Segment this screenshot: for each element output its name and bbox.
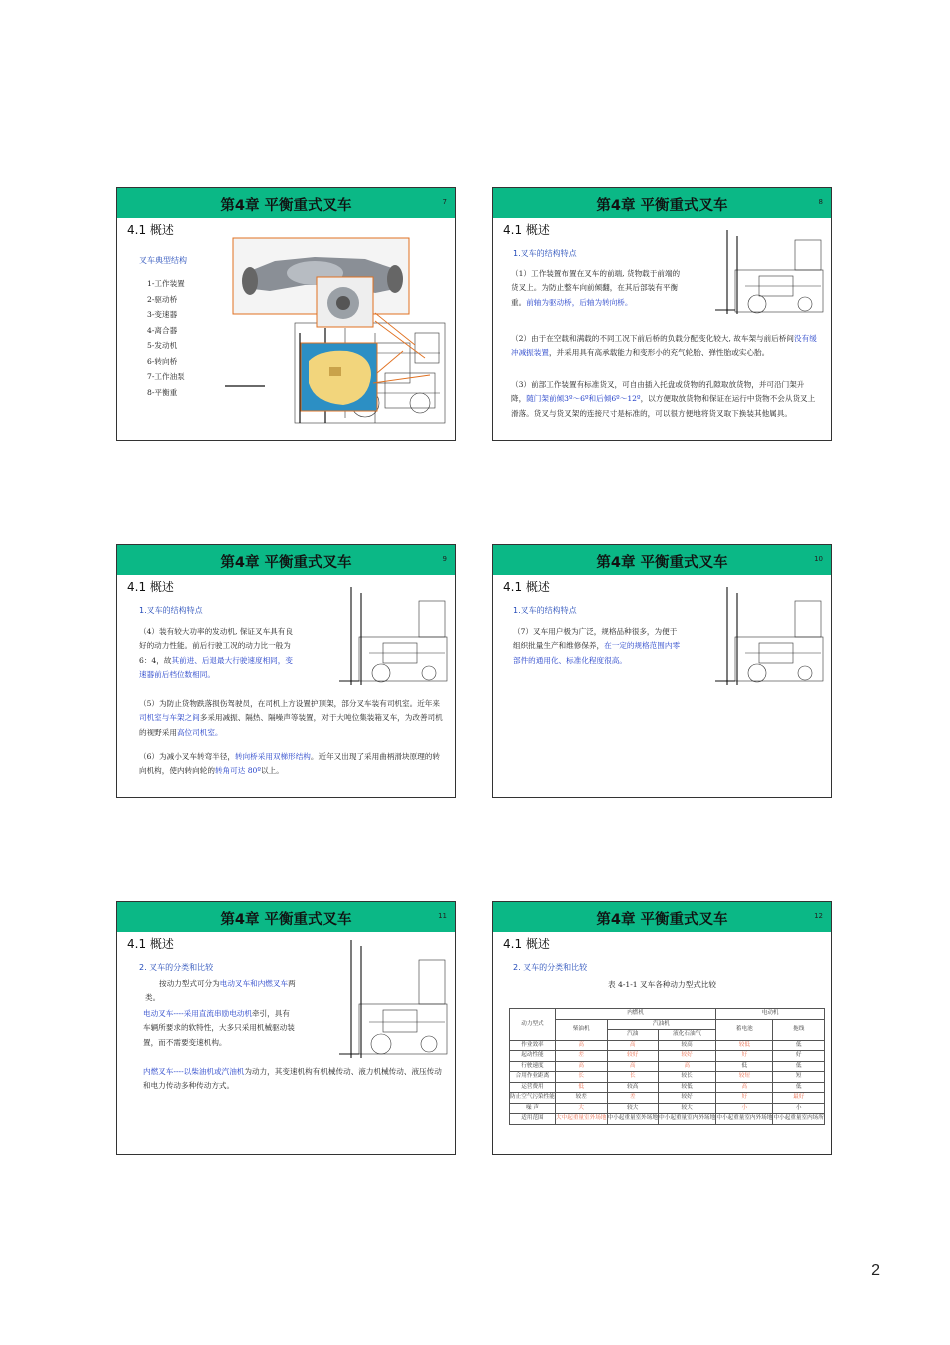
- forklift-drawing: [715, 230, 827, 316]
- section-title: 4.1 概述: [127, 937, 174, 951]
- paragraph-1: （1）工作装置布置在叉车的前端, 货物载于前端的货叉上。为防止整车向前倾翻，在其后部装有平衡重。前轴为驱动桥，后轴为转向桥。: [511, 269, 681, 307]
- slide-header: [117, 545, 455, 575]
- slide-9: [116, 544, 456, 798]
- paragraph-combustion: 内燃叉车----以柴油机或汽油机为动力，其变速机构有机械传动、液力机械传动、液压传动和电力传动多种传动方式。: [143, 1067, 442, 1091]
- part-item: 7-工作油泵: [147, 372, 185, 381]
- part-item: 4-离合器: [147, 325, 178, 335]
- slide-number: 12: [814, 912, 823, 920]
- slide-title: 第4章 平衡重式叉车: [596, 198, 728, 214]
- paragraph-5: （5）为防止货物跌落损伤驾驶员，在司机上方设置护顶架，部分叉车装有司机室。近年来司机室与车架之间多采用减振、隔热、隔噪声等装置，对于大吨位集装箱叉车，为改善司机的视野采用高位司机室。: [139, 699, 443, 737]
- paragraph-2: （2）由于在空载和满载的不同工况下前后桥的负载分配变化较大, 故车架与前后桥间没有缓冲减振装置，并采用具有高承载能力和变形小的充气轮胎、弹性胎或实心胎。: [511, 334, 817, 358]
- section-title: 4.1 概述: [503, 580, 550, 594]
- table-header-row: [510, 1019, 825, 1030]
- section-title: 4.1 概述: [127, 223, 174, 237]
- table-row: 防止空气污染性能 较差 差 较好 好 最好: [510, 1093, 825, 1104]
- header-cell: 蓄电池: [716, 1019, 773, 1040]
- part-item: 2-驱动桥: [147, 294, 178, 304]
- slide-subtitle: 叉车典型结构: [139, 256, 187, 265]
- section-title: 4.1 概述: [127, 580, 174, 594]
- header-cell: 动力型式: [510, 1009, 556, 1041]
- slide-title: 第4章 平衡重式叉车: [596, 555, 728, 571]
- slide-subtitle: 2. 叉车的分类和比较: [513, 963, 588, 972]
- slide-title: 第4章 平衡重式叉车: [220, 912, 352, 928]
- table-caption: 表 4-1-1 叉车各种动力型式比较: [608, 980, 716, 989]
- slide-title: 第4章 平衡重式叉车: [220, 198, 352, 214]
- slide-header: [117, 188, 455, 218]
- header-cell: 柴油机: [555, 1019, 607, 1040]
- forklift-drawing: [339, 587, 451, 687]
- slide-12: [492, 901, 832, 1155]
- table-row: 噪 声 大 较大 较大 小 小: [510, 1103, 825, 1114]
- slide-8: [492, 187, 832, 441]
- paragraph-7: （7）叉车用户极为广泛，规格品种很多，为便于组织批量生产和维修保养，在一定的规格范围内零部件的通用化、标准化程度很高。: [513, 627, 681, 665]
- table-row: 运营费用 低 较高 较低 高 低: [510, 1082, 825, 1093]
- header-cell: 液化石油气: [659, 1030, 716, 1041]
- slide-subtitle: 1.叉车的结构特点: [139, 606, 203, 615]
- page-number: 2: [871, 1262, 880, 1279]
- part-item: 8-平衡重: [147, 387, 178, 397]
- section-title: 4.1 概述: [503, 937, 550, 951]
- paragraph-6: （6）为减小叉车转弯半径，转向桥采用双梯形结构。近年又出现了采用曲柄滑块原理的转向机构，使内转向轮的转角可达 80º以上。: [139, 752, 440, 776]
- table-row: 合用作业距离 长 长 较长 较短 短: [510, 1072, 825, 1083]
- slide-7: [116, 187, 456, 441]
- forklift-drawing: [339, 940, 451, 1060]
- table-row: 作业效率 高 高 较高 较低 低: [510, 1040, 825, 1051]
- table-header-row: [510, 1009, 825, 1020]
- table-row: 适用范围 大中起重量室外场地 中小起重量室外场地 中小起重量室内外场地 中小起重量室内外场地 中小起重量室内场所: [510, 1114, 825, 1125]
- slide-number: 9: [442, 555, 447, 563]
- header-cell: 电动机: [716, 1009, 825, 1020]
- paragraph-4: （4）装有较大功率的发动机, 保证叉车具有良好的动力性能。前后行驶工况的动力比一般为6：4，故其前进、后退最大行驶速度相同，变速器前后档位数相同。: [139, 627, 293, 679]
- slide-number: 8: [818, 198, 823, 206]
- slide-subtitle: 2. 叉车的分类和比较: [139, 963, 214, 972]
- slide-10: [492, 544, 832, 798]
- slide-number: 11: [438, 912, 447, 920]
- slide-number: 7: [442, 198, 447, 206]
- header-cell: 汽油机: [607, 1019, 716, 1030]
- parts-list: [147, 276, 237, 400]
- slide-title: 第4章 平衡重式叉车: [596, 912, 728, 928]
- forklift-structure-illustration: [225, 233, 451, 438]
- part-item: 6-转向桥: [147, 356, 178, 366]
- slide-header: [493, 188, 831, 218]
- slide-subtitle: 1.叉车的结构特点: [513, 249, 577, 258]
- part-item: 1-工作装置: [147, 279, 185, 288]
- slide-11: [116, 901, 456, 1155]
- header-cell: 拖线: [773, 1019, 825, 1040]
- header-cell: 内燃机: [555, 1009, 715, 1020]
- paragraph-types: 按动力型式可分为电动叉车和内燃叉车两类。: [145, 979, 296, 1003]
- slide-title: 第4章 平衡重式叉车: [220, 555, 352, 571]
- slide-header: [493, 545, 831, 575]
- table-row: 行驶速度 高 高 高 低 低: [510, 1061, 825, 1072]
- slide-header: [493, 902, 831, 932]
- paragraph-3: （3）前部工作装置有标准货叉，可自由插入托盘或货物的孔隙取放货物，并可沿门架升降，随门架前倾3º～6º和后倾6º～12º，以方便取放货物和保证在运行中货物不会从货叉上滑落。货叉与货叉架的连接尺寸是标准的，可以很方便地将货叉取下换装其他属具。: [511, 380, 816, 418]
- section-title: 4.1 概述: [503, 223, 550, 237]
- header-cell: 汽油: [607, 1030, 659, 1041]
- part-item: 5-发动机: [147, 341, 178, 350]
- forklift-drawing: [715, 587, 827, 687]
- slide-number: 10: [814, 555, 823, 563]
- paragraph-electric: 电动叉车----采用直流串励电动机牵引，具有车辆所要求的软特性，大多只采用机械驱动装置，而不需要变速机构。: [143, 1009, 295, 1047]
- power-comparison-table: [509, 1008, 825, 1125]
- slide-subtitle: 1.叉车的结构特点: [513, 606, 577, 615]
- slide-header: [117, 902, 455, 932]
- part-item: 3-变速器: [147, 310, 178, 319]
- table-row: 起动性能 差 较好 较好 好 好: [510, 1051, 825, 1062]
